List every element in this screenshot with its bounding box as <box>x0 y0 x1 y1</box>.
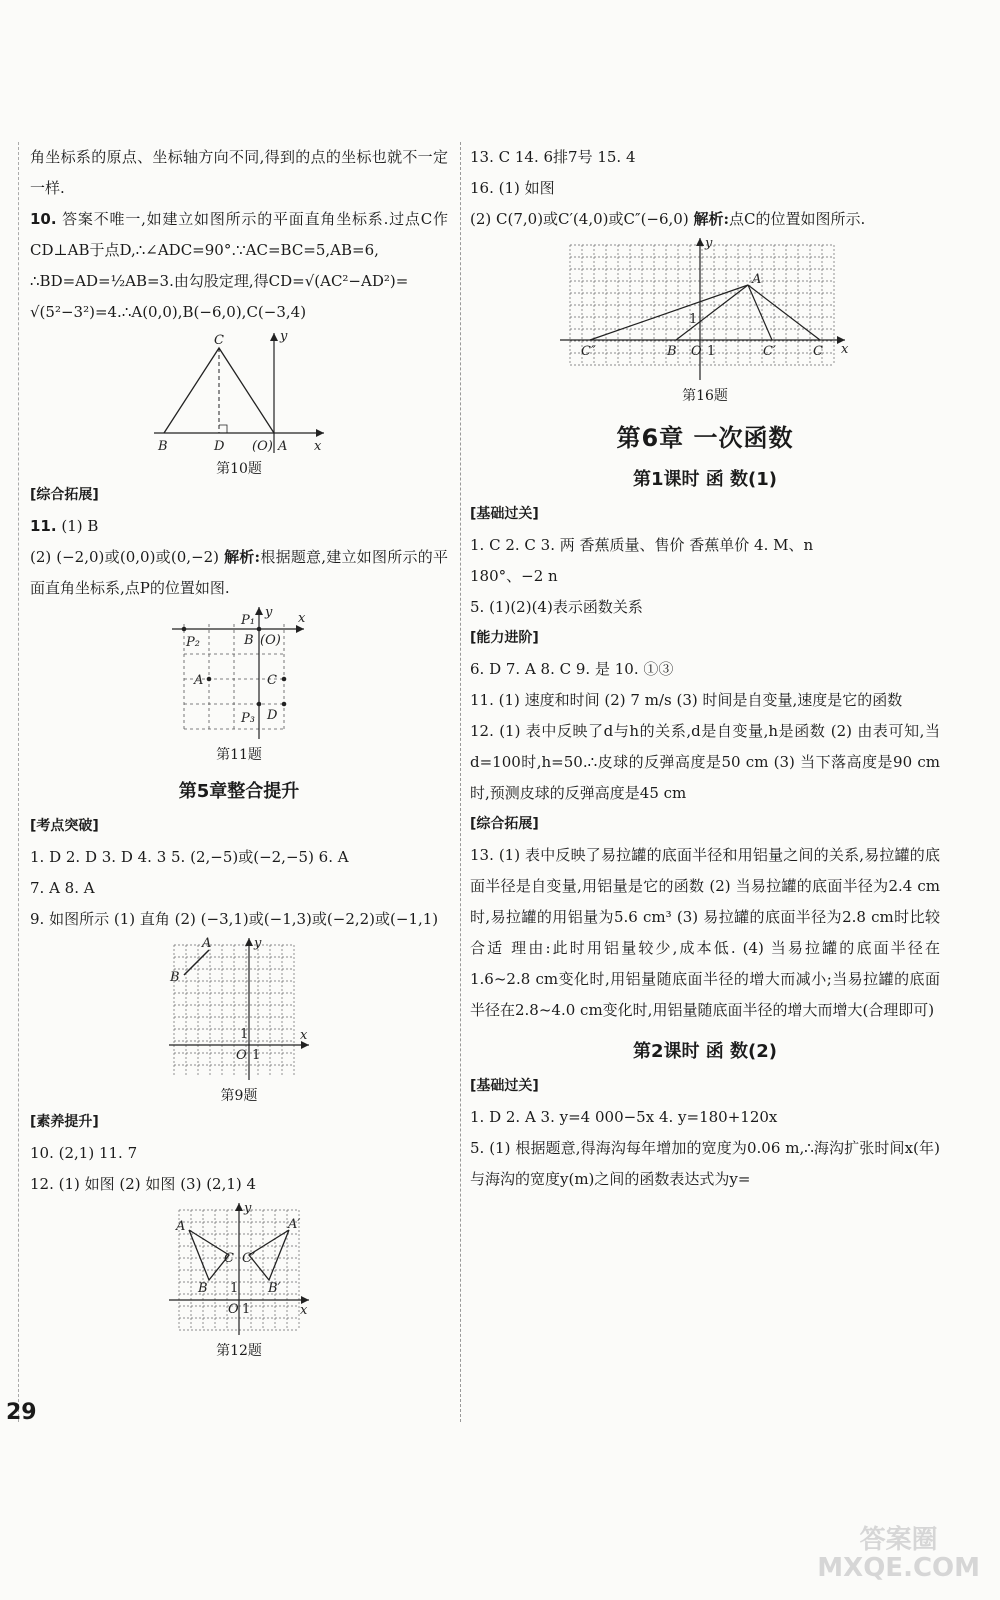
fig10-label-x: x <box>314 439 322 454</box>
fig9-label-O: O <box>236 1048 247 1063</box>
figure-16 <box>555 235 855 385</box>
answer-10-line2: ∴BD=AD=½AB=3.由勾股定理,得CD=√(AC²−AD²)= <box>30 272 409 290</box>
answer-16-2-jiexi: 点C的位置如图所示. <box>729 210 866 228</box>
chapter-5-heading: 第5章整合提升 <box>178 781 300 802</box>
figure-11-caption: 第11题 <box>216 747 262 763</box>
answers-kd-1: 1. D 2. D 3. D 4. 3 5. (2,−5)或(−2,−5) 6. A <box>30 848 349 866</box>
left-column <box>30 142 448 1362</box>
fig16-label-one-y: 1 <box>689 312 698 327</box>
answer-l2-5: 5. (1) 根据题意,得海沟每年增加的宽度为0.06 m,∴海沟扩张时间x(年)与海沟的宽度y(m)之间的函数表达式为y= <box>470 1139 940 1188</box>
section-tag-jichu-1: [基础过关] <box>470 506 539 522</box>
answers-l2-1: 1. D 2. A 3. y=4 000−5x 4. y=180+120x <box>470 1108 778 1126</box>
fig11-label-C: C <box>267 673 277 688</box>
fig11-label-y: y <box>265 605 273 620</box>
answer-10-line3: √(5²−3²)=4.∴A(0,0),B(−6,0),C(−3,4) <box>30 303 307 321</box>
fig9-label-A: A <box>202 936 212 951</box>
fig11-label-P2: P₂ <box>186 635 200 650</box>
fig16-label-C2: C″ <box>581 344 596 359</box>
answer-11-b-text: (2) (−2,0)或(0,0)或(0,−2) <box>30 548 220 566</box>
figure-16-caption: 第16题 <box>682 388 728 404</box>
fig16-label-C: C <box>813 344 823 359</box>
fig16-label-A: A <box>752 272 762 287</box>
fig12-label-A: A <box>176 1219 186 1234</box>
fig11-label-x: x <box>298 611 306 626</box>
answer-10-text: 答案不唯一,如建立如图所示的平面直角坐标系.过点C作CD⊥AB于点D,∴∠ADC=90°.∵AC=BC=5,AB=6, <box>30 210 448 259</box>
watermark-bottom: MXQE.COM <box>817 1553 980 1583</box>
answer-11-a: (1) B <box>61 517 99 535</box>
answer-continuation: 角坐标系的原点、坐标轴方向不同,得到的点的坐标也就不一定一样. <box>30 148 448 197</box>
section-tag-zonghe: [综合拓展] <box>30 487 99 503</box>
jiexi-label-16: 解析: <box>693 210 730 228</box>
fig9-label-x: x <box>300 1028 308 1043</box>
fig11-label-P1: P₁ <box>241 613 255 628</box>
section-tag-zonghe-2: [综合拓展] <box>470 816 539 832</box>
figure-9-caption: 第9题 <box>220 1088 258 1104</box>
fig12-label-one-x: 1 <box>242 1302 251 1317</box>
answer-11-b <box>30 542 448 604</box>
fig10-label-y: y <box>280 329 288 344</box>
fig11-label-A: A <box>194 673 204 688</box>
fig12-label-C2: C′ <box>242 1251 255 1266</box>
fig16-label-O: O <box>691 344 702 359</box>
answers-l1-3: 5. (1)(2)(4)表示函数关系 <box>470 598 643 616</box>
fig16-label-B: B <box>667 344 677 359</box>
answer-11 <box>30 511 448 542</box>
page-number: 29 <box>6 1400 37 1425</box>
jiexi-label: 解析: <box>224 548 261 566</box>
fig11-label-B: B <box>244 633 254 648</box>
fig11-label-D: D <box>267 708 278 723</box>
fig10-label-D: D <box>214 439 225 454</box>
figure-10-caption: 第10题 <box>216 461 262 477</box>
fig12-label-y: y <box>244 1201 252 1216</box>
fig10-label-A: A <box>278 439 288 454</box>
lesson-2-heading: 第2课时 函 数(2) <box>632 1041 778 1062</box>
section-tag-nengli: [能力进阶] <box>470 630 539 646</box>
figure-10 <box>144 328 334 458</box>
right-column <box>470 142 940 1195</box>
fig12-label-O: O <box>228 1302 239 1317</box>
fig12-label-B2: B′ <box>268 1281 281 1296</box>
section-tag-suyang: [素养提升] <box>30 1114 99 1130</box>
answer-16-2 <box>470 204 940 235</box>
figure-12-caption: 第12题 <box>216 1343 262 1359</box>
column-divider <box>460 142 461 1422</box>
watermark-top: 答案圈 <box>859 1525 938 1555</box>
answers-sy-1: 10. (2,1) 11. 7 <box>30 1144 138 1162</box>
left-margin-line <box>18 142 19 1422</box>
fig10-label-C: C <box>214 333 224 348</box>
lesson-1-heading: 第1课时 函 数(1) <box>632 469 778 490</box>
fig9-label-B: B <box>170 970 180 985</box>
answers-l1-1: 1. C 2. C 3. 两 香蕉质量、售价 香蕉单价 4. M、n <box>470 536 814 554</box>
fig9-label-one-x: 1 <box>252 1048 261 1063</box>
fig16-label-y: y <box>705 236 713 251</box>
figure-9 <box>164 935 314 1085</box>
fig16-label-C1: C′ <box>763 344 776 359</box>
watermark <box>817 1526 980 1582</box>
section-tag-jichu-2: [基础过关] <box>470 1078 539 1094</box>
answer-l1-13: 13. (1) 表中反映了易拉罐的底面半径和用铝量之间的关系,易拉罐的底面半径是自变量,用铝量是它的函数 (2) 当易拉罐的底面半径为2.4 cm时,易拉罐的用铝量为5.6 cm³ (3) 易拉罐的底面半径为2.8 cm时比较合适 理由:此时用铝量较少,成本低. (4) 当易拉罐的底面半径在1.6~2.8 cm变化时,用铝量随底面半径的增大而减小;当易拉罐的底面半径在2.8~4.0 cm变化时,用铝量随底面半径的增大而增大(合理即可) <box>470 846 940 1019</box>
fig12-label-B: B <box>198 1281 208 1296</box>
answer-11-c: 根据题意,建立如图所示的平面直角坐标系,点P的位置如图. <box>30 548 448 597</box>
section-tag-kaodian: [考点突破] <box>30 818 99 834</box>
fig12-label-C: C <box>224 1251 234 1266</box>
fig11-label-P3: P₃ <box>241 711 255 726</box>
q11-number: 11. <box>30 517 57 535</box>
figure-12 <box>164 1200 314 1340</box>
answers-l1-4: 6. D 7. A 8. C 9. 是 10. ①③ <box>470 660 674 678</box>
chapter-6-heading: 第6章 一次函数 <box>616 424 794 452</box>
fig12-label-one-y: 1 <box>230 1281 239 1296</box>
figure-11 <box>164 604 314 744</box>
answers-13-15: 13. C 14. 6排7号 15. 4 <box>470 148 636 166</box>
fig11-label-O: (O) <box>260 633 281 648</box>
answer-l1-12: 12. (1) 表中反映了d与h的关系,d是自变量,h是函数 (2) 由表可知,当d=100时,h=50.∴皮球的反弹高度是50 cm (3) 当下落高度是90 cm时,预测皮球的反弹高度是45 cm <box>470 722 940 802</box>
fig12-label-A2: A′ <box>288 1217 301 1232</box>
fig9-label-y: y <box>254 936 262 951</box>
fig12-label-x: x <box>300 1303 308 1318</box>
answer-9: 9. 如图所示 (1) 直角 (2) (−3,1)或(−1,3)或(−2,2)或(−1,1) <box>30 910 439 928</box>
answer-16-2-text: (2) C(7,0)或C′(4,0)或C″(−6,0) <box>470 210 689 228</box>
answers-l1-2: 180°、−2 n <box>470 567 558 585</box>
fig9-label-one-y: 1 <box>240 1027 249 1042</box>
q10-number: 10. <box>30 210 57 228</box>
answers-sy-2: 12. (1) 如图 (2) 如图 (3) (2,1) 4 <box>30 1175 257 1193</box>
fig16-label-x: x <box>841 342 849 357</box>
fig16-label-one-x: 1 <box>707 344 716 359</box>
answers-kd-2: 7. A 8. A <box>30 879 95 897</box>
answer-10 <box>30 204 448 266</box>
answer-l1-11: 11. (1) 速度和时间 (2) 7 m/s (3) 时间是自变量,速度是它的函数 <box>470 691 903 709</box>
answer-16-1: 16. (1) 如图 <box>470 179 555 197</box>
fig10-label-O: (O) <box>252 439 273 454</box>
fig10-label-B: B <box>158 439 168 454</box>
